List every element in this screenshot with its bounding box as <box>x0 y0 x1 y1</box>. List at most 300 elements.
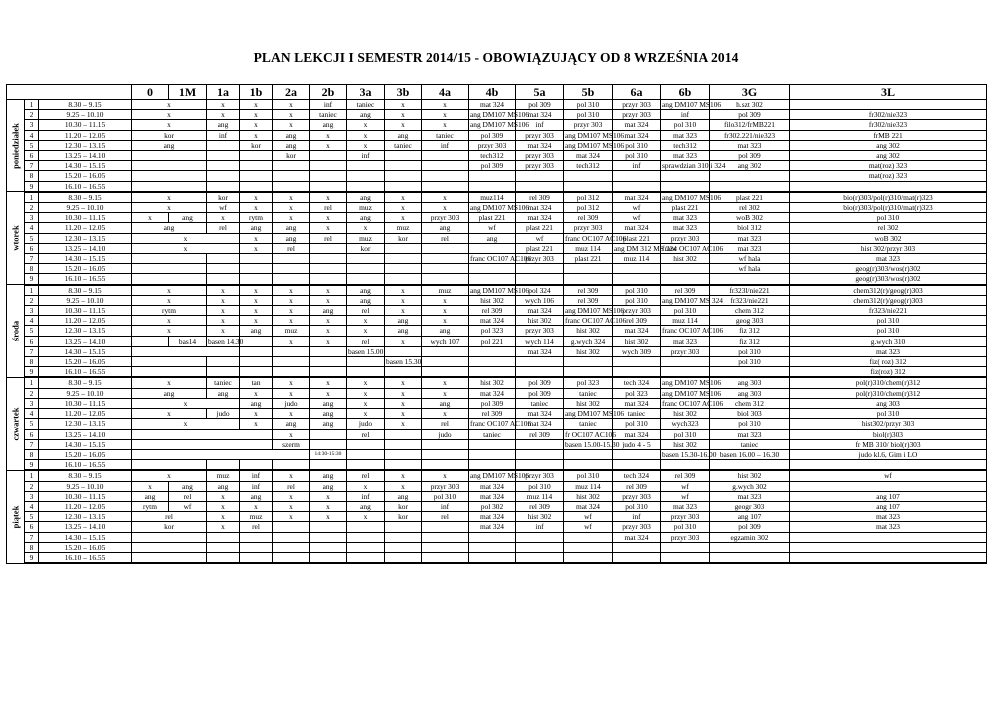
lesson-cell <box>310 542 347 552</box>
lesson-cell: ang DM107 MS106 <box>662 192 722 202</box>
period-number: 7 <box>25 254 39 264</box>
lesson-cell <box>790 181 987 192</box>
header-row <box>7 85 987 100</box>
lesson-cell: ang DM 312 MS 324 <box>614 243 677 253</box>
lesson-cell: przyr 303 <box>661 532 710 542</box>
day-label <box>7 377 25 470</box>
lesson-cell: wf <box>564 522 613 532</box>
lesson-cell: rel <box>310 203 347 213</box>
schedule-table <box>6 84 987 564</box>
lesson-cell: pol 310 <box>661 429 710 439</box>
lesson-cell: pol(r)310/chem(r)312 <box>790 388 987 398</box>
lesson-cell: hist 302 <box>516 512 564 522</box>
lesson-cell: 14:30-15:30 <box>310 449 347 459</box>
lesson-cell: tech312 <box>469 151 516 161</box>
lesson-cell: ang <box>422 398 469 408</box>
lesson-cell <box>564 274 613 285</box>
lesson-cell <box>422 367 469 378</box>
lesson-cell: ang DM107 MS106 <box>662 388 722 398</box>
lesson-cell: przyr 303 <box>516 161 564 171</box>
lesson-cell <box>207 140 240 150</box>
period-time: 16.10 – 16.55 <box>39 460 132 471</box>
lesson-cell: mat 323 <box>790 512 987 522</box>
lesson-cell <box>385 161 422 171</box>
lesson-cell: hist 302 <box>564 491 613 501</box>
lesson-cell: x <box>385 120 422 130</box>
lesson-cell <box>310 357 347 367</box>
lesson-cell: rel <box>273 243 310 253</box>
lesson-cell: x <box>207 512 240 522</box>
lesson-cell: hist 302/przyr 303 <box>790 243 987 253</box>
period-time: 10.30 – 11.15 <box>39 120 132 130</box>
lesson-cell: ang <box>310 120 347 130</box>
lesson-cell: fr323l/nie221 <box>710 285 790 296</box>
period-number: 2 <box>25 203 39 213</box>
class-header: 3b <box>385 85 422 100</box>
lesson-cell: ang DM107 MS106 <box>470 471 530 481</box>
lesson-cell <box>661 274 710 285</box>
lesson-cell: przyr 303 <box>469 140 516 150</box>
lesson-cell: muz <box>240 512 273 522</box>
lesson-cell: muz 114 <box>516 491 564 501</box>
lesson-cell: pol 310 <box>790 316 987 326</box>
lesson-cell: x <box>385 203 422 213</box>
period-time: 11.20 – 12.05 <box>39 316 132 326</box>
lesson-cell <box>661 357 710 367</box>
lesson-cell: x <box>207 522 240 532</box>
lesson-cell: mat(roz) 323 <box>790 171 987 181</box>
lesson-cell: x <box>132 203 207 213</box>
period-time: 10.30 – 11.15 <box>39 398 132 408</box>
lesson-cell: muz 114 <box>661 316 710 326</box>
lesson-cell <box>516 439 564 449</box>
lesson-cell: x <box>132 316 207 326</box>
lesson-cell <box>240 532 273 542</box>
lesson-cell <box>273 181 310 192</box>
lesson-cell: x <box>132 243 240 253</box>
lesson-cell <box>347 460 385 471</box>
lesson-cell <box>273 264 310 274</box>
day-label <box>7 470 25 563</box>
lesson-cell: ang <box>132 140 207 150</box>
lesson-cell: x <box>132 295 207 305</box>
lesson-cell: ang <box>207 481 240 491</box>
lesson-cell: wych 309 <box>613 346 661 356</box>
lesson-cell <box>240 181 273 192</box>
lesson-cell: x <box>422 377 469 388</box>
lesson-cell <box>564 460 613 471</box>
lesson-cell <box>207 460 240 471</box>
lesson-cell: mat 324 <box>613 120 661 130</box>
lesson-cell <box>207 552 240 563</box>
lesson-cell: x <box>132 285 207 296</box>
lesson-cell: pol 309 <box>710 522 790 532</box>
lesson-cell <box>710 274 790 285</box>
lesson-cell: x <box>347 316 385 326</box>
lesson-cell: inf <box>347 491 385 501</box>
lesson-cell: wf <box>613 213 661 223</box>
period-number: 8 <box>25 449 39 459</box>
lesson-cell: przyr 303 <box>613 491 661 501</box>
lesson-cell: x <box>385 409 422 419</box>
lesson-row <box>7 542 987 552</box>
lesson-row <box>7 285 987 296</box>
lesson-cell: x <box>310 213 347 223</box>
lesson-cell: x <box>273 491 310 501</box>
lesson-cell: ang <box>273 130 310 140</box>
lesson-cell: pol 324 <box>516 285 564 296</box>
period-number: 5 <box>25 326 39 336</box>
lesson-cell: ang <box>132 491 169 501</box>
lesson-cell: x <box>273 306 310 316</box>
period-time: 15.20 – 16.05 <box>39 264 132 274</box>
lesson-cell <box>710 367 790 378</box>
lesson-cell: x <box>422 470 469 481</box>
lesson-cell: rel 309 <box>516 192 564 203</box>
lesson-cell <box>240 161 273 171</box>
lesson-cell <box>347 161 385 171</box>
lesson-cell: mat 324 <box>613 326 661 336</box>
lesson-cell: x <box>385 398 422 408</box>
period-number: 5 <box>25 419 39 429</box>
lesson-row <box>7 357 987 367</box>
lesson-row <box>7 140 987 150</box>
lesson-cell <box>132 254 207 264</box>
lesson-cell <box>516 532 564 542</box>
period-number: 2 <box>25 481 39 491</box>
lesson-cell <box>273 460 310 471</box>
day-label <box>7 100 25 192</box>
lesson-cell: taniec <box>516 398 564 408</box>
lesson-cell <box>422 161 469 171</box>
lesson-cell: x <box>240 203 273 213</box>
lesson-cell: mat 324 <box>613 223 661 233</box>
lesson-cell: ang 107 <box>710 512 790 522</box>
lesson-cell: mat 323 <box>661 501 710 511</box>
lesson-cell: filo312/frMB221 <box>710 120 790 130</box>
lesson-cell <box>422 552 469 563</box>
lesson-cell: muz 114 <box>564 481 613 491</box>
lesson-cell: wf <box>790 470 987 481</box>
lesson-cell: x <box>132 398 240 408</box>
lesson-cell: wf <box>613 203 661 213</box>
lesson-cell: muz <box>422 285 469 296</box>
lesson-cell: mat 323 <box>790 346 987 356</box>
lesson-cell: x <box>207 285 240 296</box>
period-number: 6 <box>25 429 39 439</box>
day-name: poniedziałek <box>9 122 20 169</box>
lesson-cell <box>207 161 240 171</box>
lesson-cell <box>347 264 385 274</box>
lesson-cell <box>564 449 613 459</box>
lesson-cell: wych 114 <box>516 336 564 346</box>
lesson-cell: woB 302 <box>790 233 987 243</box>
lesson-cell: plast 221 <box>710 192 790 203</box>
lesson-cell <box>310 243 347 253</box>
lesson-cell: pol 310 <box>790 409 987 419</box>
lesson-cell: ang <box>310 481 347 491</box>
lesson-cell: x <box>422 316 469 326</box>
lesson-cell: inf <box>516 120 564 130</box>
lesson-cell <box>385 254 422 264</box>
lesson-cell: x <box>310 491 347 501</box>
period-time: 15.20 – 16.05 <box>39 357 132 367</box>
lesson-cell: hist 302 <box>710 470 790 481</box>
period-time: 14.30 – 15.15 <box>39 161 132 171</box>
lesson-cell: pol 310 <box>613 501 661 511</box>
lesson-cell <box>240 460 273 471</box>
lesson-cell: rel <box>347 336 385 346</box>
lesson-cell: ang <box>132 388 207 398</box>
lesson-cell: mat 324 <box>516 346 564 356</box>
period-number: 4 <box>25 130 39 140</box>
period-number: 1 <box>25 192 39 203</box>
period-time: 9.25 – 10.10 <box>39 388 132 398</box>
lesson-cell: ang <box>347 213 385 223</box>
lesson-cell: ang <box>310 306 347 316</box>
lesson-cell <box>469 346 516 356</box>
lesson-cell <box>613 460 661 471</box>
lesson-cell: x <box>347 388 385 398</box>
lesson-cell: x <box>240 192 273 203</box>
lesson-cell: mat 323 <box>661 213 710 223</box>
lesson-cell: franc OC107 AC106 <box>565 233 627 243</box>
lesson-cell: pol 310 <box>790 326 987 336</box>
lesson-cell <box>132 532 207 542</box>
lesson-cell: x <box>132 409 207 419</box>
lesson-cell: x <box>273 110 310 120</box>
lesson-cell: muz <box>207 470 240 481</box>
lesson-cell <box>240 357 273 367</box>
lesson-cell <box>347 357 385 367</box>
lesson-cell: fiz( roz) 312 <box>790 357 987 367</box>
lesson-cell <box>564 542 613 552</box>
lesson-cell: x <box>310 326 347 336</box>
lesson-cell: rel <box>422 512 469 522</box>
period-number: 9 <box>25 460 39 471</box>
lesson-cell <box>273 254 310 264</box>
period-time: 15.20 – 16.05 <box>39 449 132 459</box>
lesson-row <box>7 512 987 522</box>
lesson-cell: ang <box>273 419 310 429</box>
lesson-cell: mat 324 <box>613 398 661 408</box>
lesson-cell: pol 309 <box>469 161 516 171</box>
lesson-cell: x <box>240 110 273 120</box>
lesson-cell: inf <box>207 130 240 140</box>
lesson-cell: fr302.221/nie323 <box>710 130 790 140</box>
lesson-cell <box>310 274 347 285</box>
lesson-cell <box>516 274 564 285</box>
lesson-cell <box>469 274 516 285</box>
lesson-cell: x <box>207 100 240 110</box>
lesson-cell <box>207 274 240 285</box>
class-header: 5a <box>516 85 564 100</box>
lesson-row <box>7 161 987 171</box>
lesson-cell: przyr 303 <box>613 306 661 316</box>
lesson-cell: mat 324 <box>516 203 564 213</box>
lesson-cell: mat 324 <box>564 501 613 511</box>
period-number: 7 <box>25 346 39 356</box>
lesson-cell: x <box>422 192 469 203</box>
lesson-cell <box>710 552 790 563</box>
lesson-cell: rel <box>207 223 240 233</box>
lesson-cell <box>613 181 661 192</box>
lesson-cell: mat 324 <box>469 522 516 532</box>
lesson-cell: przyr 303 <box>661 233 710 243</box>
lesson-cell: x <box>273 429 310 439</box>
lesson-cell: rel 309 <box>661 285 710 296</box>
lesson-cell <box>132 439 273 449</box>
lesson-cell: x <box>240 100 273 110</box>
period-time: 16.10 – 16.55 <box>39 274 132 285</box>
lesson-cell: mat 324 <box>613 532 661 542</box>
lesson-cell <box>516 460 564 471</box>
lesson-cell: wf hala <box>710 264 790 274</box>
lesson-cell <box>273 532 310 542</box>
lesson-cell <box>469 171 516 181</box>
period-number: 6 <box>25 151 39 161</box>
lesson-cell: mat 324 <box>516 110 564 120</box>
lesson-cell <box>310 367 347 378</box>
period-number: 4 <box>25 223 39 233</box>
lesson-cell <box>273 552 310 563</box>
lesson-row <box>7 130 987 140</box>
lesson-cell: wych323 <box>661 419 710 429</box>
lesson-cell: x <box>273 192 310 203</box>
period-time: 8.30 – 9.15 <box>39 377 132 388</box>
lesson-cell <box>422 171 469 181</box>
lesson-cell: ang <box>385 316 422 326</box>
lesson-cell: mat 324 <box>613 130 661 140</box>
lesson-cell: x <box>347 130 385 140</box>
lesson-cell <box>422 346 469 356</box>
lesson-cell <box>310 439 347 449</box>
lesson-cell: frMB 221 <box>790 130 987 140</box>
lesson-cell: x <box>273 512 310 522</box>
lesson-cell <box>240 254 273 264</box>
period-time: 11.20 – 12.05 <box>39 223 132 233</box>
lesson-cell: pol 310 <box>564 110 613 120</box>
lesson-cell: inf <box>240 481 273 491</box>
lesson-cell: x <box>132 213 169 223</box>
lesson-cell: ang DM107 MS106 <box>470 285 530 295</box>
lesson-cell <box>310 429 347 439</box>
period-time: 10.30 – 11.15 <box>39 213 132 223</box>
lesson-cell <box>790 542 987 552</box>
class-header: 1b <box>240 85 273 100</box>
lesson-cell: rel 309 <box>516 501 564 511</box>
lesson-cell: ang <box>347 501 385 511</box>
lesson-row <box>7 274 987 285</box>
lesson-cell: x <box>240 316 273 326</box>
lesson-cell <box>240 274 273 285</box>
lesson-cell <box>516 542 564 552</box>
lesson-cell <box>790 460 987 471</box>
lesson-cell: inf <box>240 470 273 481</box>
lesson-cell <box>790 481 987 491</box>
lesson-cell: ang <box>240 326 273 336</box>
lesson-cell: ang DM107 MS106 <box>662 100 722 109</box>
period-number: 8 <box>25 542 39 552</box>
lesson-row <box>7 460 987 471</box>
lesson-cell: pol 310 <box>710 346 790 356</box>
lesson-cell: fr302/nie323 <box>790 110 987 120</box>
lesson-cell: mat 324 <box>516 140 564 150</box>
lesson-cell: x <box>347 481 385 491</box>
lesson-cell: pol 221 <box>469 336 516 346</box>
lesson-cell <box>385 460 422 471</box>
lesson-cell <box>469 357 516 367</box>
lesson-cell: taniec <box>207 377 240 388</box>
lesson-cell <box>240 171 273 181</box>
lesson-cell: biol 312 <box>710 223 790 233</box>
lesson-cell: x <box>347 140 385 150</box>
lesson-cell: wf <box>661 481 710 491</box>
lesson-cell: muz 114 <box>564 243 613 253</box>
lesson-cell: x <box>273 213 310 223</box>
lesson-cell: geog 303 <box>710 316 790 326</box>
lesson-cell: rel <box>310 233 347 243</box>
lesson-cell: ang <box>310 409 347 419</box>
lesson-cell: geogr 303 <box>710 501 790 511</box>
lesson-cell: x <box>273 285 310 296</box>
lesson-cell: ang 302 <box>790 140 987 150</box>
lesson-cell <box>240 346 273 356</box>
lesson-cell: rel <box>273 481 310 491</box>
lesson-cell: franc OC107 AC106 <box>565 316 627 326</box>
lesson-cell: basen 16.00 – 16.30 <box>710 449 790 459</box>
lesson-cell <box>132 429 273 439</box>
lesson-cell: ang <box>240 398 273 408</box>
lesson-cell: przyr 303 <box>564 223 613 233</box>
lesson-cell: pol 310 <box>613 151 661 161</box>
lesson-cell: przyr 303 <box>422 213 469 223</box>
lesson-cell: ang <box>273 223 310 233</box>
lesson-cell: rel 309 <box>564 285 613 296</box>
lesson-cell: x <box>240 130 273 140</box>
lesson-cell <box>132 449 310 459</box>
lesson-cell <box>790 532 987 542</box>
lesson-cell: ang <box>273 233 310 243</box>
lesson-cell <box>790 552 987 563</box>
lesson-cell: g.wych 302 <box>710 481 790 491</box>
lesson-cell: mat 323 <box>661 336 710 346</box>
lesson-row <box>7 336 987 346</box>
lesson-cell <box>661 460 710 471</box>
period-time: 14.30 – 15.15 <box>39 439 132 449</box>
lesson-cell: rel <box>347 470 385 481</box>
lesson-cell: judo 4 - 5 <box>613 439 661 449</box>
lesson-row <box>7 110 987 120</box>
lesson-cell: ang DM107 MS106 <box>470 203 530 213</box>
lesson-cell: mat 323 <box>661 151 710 161</box>
lesson-cell: inf <box>516 522 564 532</box>
lesson-cell: fr323/nie221 <box>790 306 987 316</box>
lesson-cell: franc OC107 AC106 <box>662 243 724 253</box>
lesson-cell <box>273 367 310 378</box>
lesson-cell: mat 324 <box>516 213 564 223</box>
lesson-cell <box>422 449 469 459</box>
lesson-cell <box>422 151 469 161</box>
lesson-cell <box>385 439 422 449</box>
lesson-row <box>7 388 987 398</box>
lesson-cell: tan <box>240 377 273 388</box>
lesson-cell: pol 310 <box>661 306 710 316</box>
day-name: piątek <box>9 505 20 529</box>
lesson-cell: biol(r)303 <box>790 429 987 439</box>
lesson-row <box>7 552 987 563</box>
period-time: 14.30 – 15.15 <box>39 254 132 264</box>
